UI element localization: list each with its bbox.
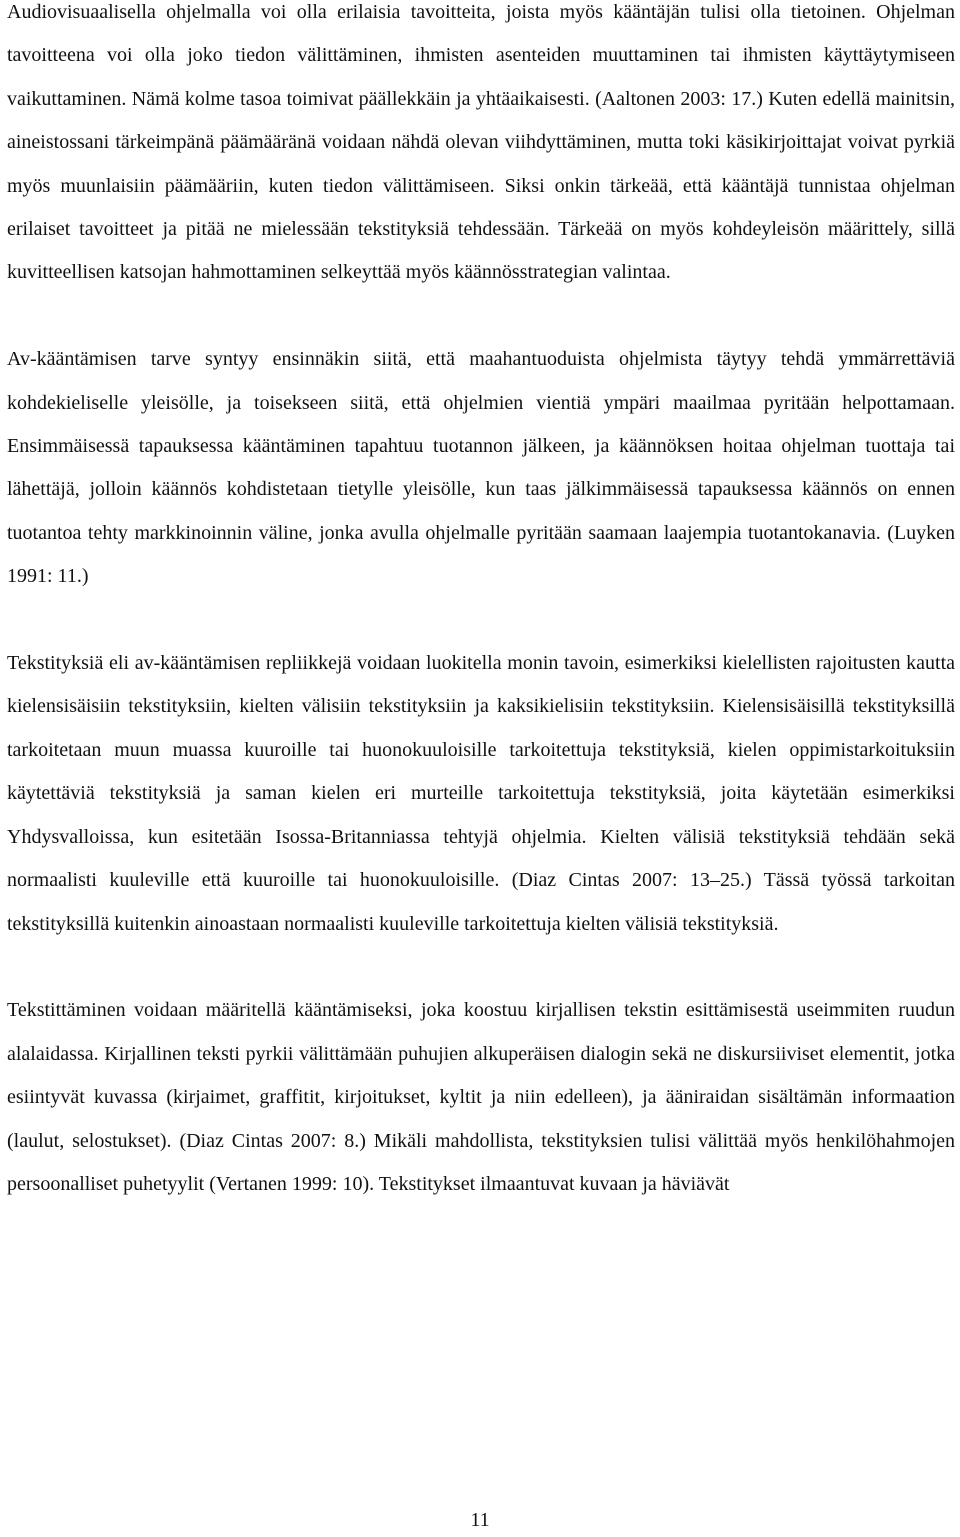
- paragraph-3: Tekstityksiä eli av-kääntämisen repliikkejä voidaan luokitella monin tavoin, esimerkiksi kielellisten rajoitusten kautta kielensisäisiin tekstityksiin, kielten välisiin tekstityksiin ja kaksikielisiin tekstityksiin. Kielensisäisillä tekstityksillä tarkoitetaan muun muassa kuuroille tai huonokuuloisille tarkoitettuja tekstityksiä, kielen oppimistarkoituksiin käytettäviä tekstityksiä ja saman kielen eri murteille tarkoitettuja tekstityksiä, joita käytetään esimerkiksi Yhdysvalloissa, kun esitetään Isossa-Britanniassa tehtyjä ohjelmia. Kielten välisiä tekstityksiä tehdään sekä normaalisti kuuleville että kuuroille tai huonokuuloisille. (Diaz Cintas 2007: 13–25.) Tässä työssä tarkoitan tekstityksillä kuitenkin ainoastaan normaalisti kuuleville tarkoitettuja kielten välisiä tekstityksiä.: [7, 652, 955, 935]
- page-number: 11: [470, 1509, 490, 1531]
- paragraph-4: Tekstittäminen voidaan määritellä kääntämiseksi, joka koostuu kirjallisen tekstin esittämisestä useimmiten ruudun alalaidassa. Kirjallinen teksti pyrkii välittämään puhujien alkuperäisen dialogin sekä ne diskursiiviset elementit, jotka esiintyvät kuvassa (kirjaimet, graffitit, kirjoitukset, kyltit ja niin edelleen), ja ääniraidan sisältämän informaation (laulut, selostukset). (Diaz Cintas 2007: 8.) Mikäli mahdollista, tekstityksien tulisi välittää myös henkilöhahmojen persoonalliset puhetyylit (Vertanen 1999: 10). Tekstitykset ilmaantuvat kuvaan ja häviävät: [7, 999, 955, 1195]
- paragraph-2: Av-kääntämisen tarve syntyy ensinnäkin siitä, että maahantuoduista ohjelmista täytyy tehdä ymmärrettäviä kohdekieliselle yleisölle, ja toisekseen siitä, että ohjelmien vientiä ympäri maailmaa pyritään helpottamaan. Ensimmäisessä tapauksessa kääntäminen tapahtuu tuotannon jälkeen, ja käännöksen hoitaa ohjelman tuottaja tai lähettäjä, jolloin käännös kohdistetaan tietylle yleisölle, kun taas jälkimmäisessä tapauksessa käännös on ennen tuotantoa tehty markkinoinnin väline, jonka avulla ohjelmalle pyritään saamaan laajempia tuotantokanavia. (Luyken 1991: 11.): [7, 348, 955, 588]
- paragraph-1: Audiovisuaalisella ohjelmalla voi olla erilaisia tavoitteita, joista myös kääntäjän tulisi olla tietoinen. Ohjelman tavoitteena voi olla joko tiedon välittäminen, ihmisten asenteiden muuttaminen tai ihmisten käyttäytymiseen vaikuttaminen. Nämä kolme tasoa toimivat päällekkäin ja yhtäaikaisesti. (Aaltonen 2003: 17.) Kuten edellä mainitsin, aineistossani tärkeimpänä päämääränä voidaan nähdä olevan viihdyttäminen, mutta toki käsikirjoittajat voivat pyrkiä myös muunlaisiin päämääriin, kuten tiedon välittämiseen. Siksi onkin tärkeää, että kääntäjä tunnistaa ohjelman erilaiset tavoitteet ja pitää ne mielessään tekstityksiä tehdessään. Tärkeää on myös kohdeyleisön määrittely, sillä kuvitteellisen katsojan hahmottaminen selkeyttää myös käännösstrategian valintaa.: [7, 1, 955, 284]
- body-text: [7, 0, 955, 1250]
